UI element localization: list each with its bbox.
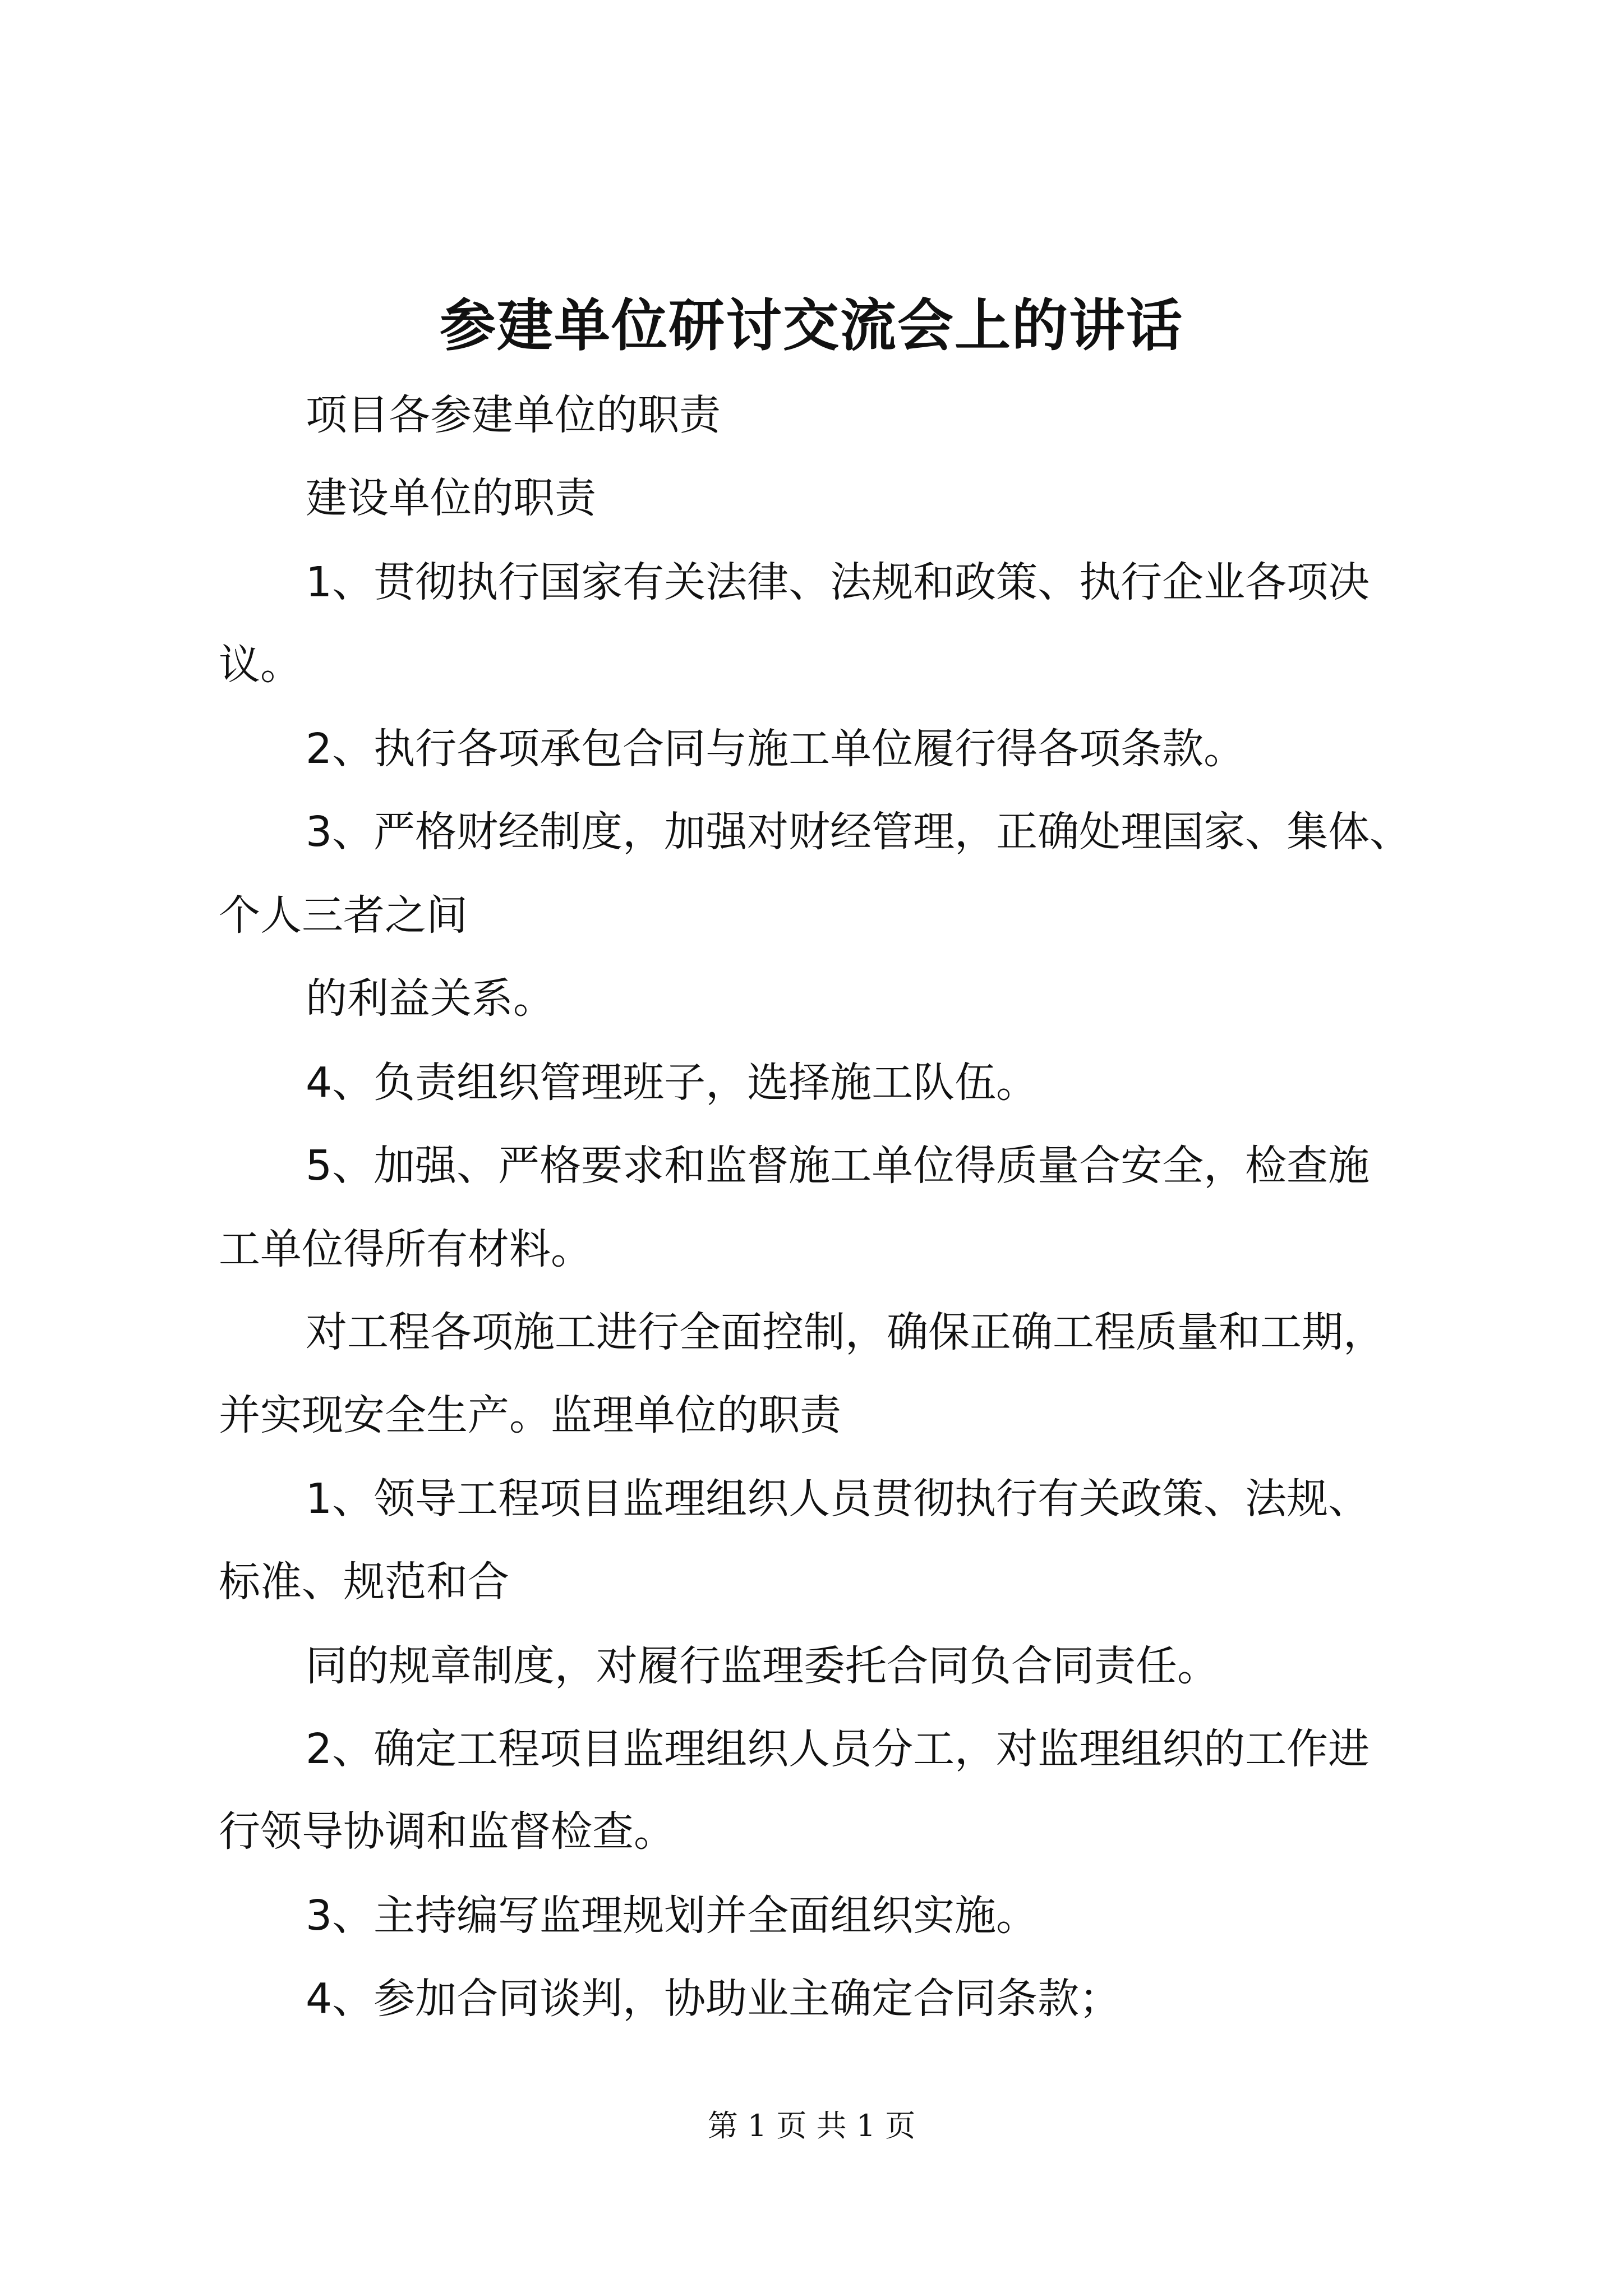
body-line: 行领导协调和监督检查。 (219, 1807, 675, 1856)
body-line: 4、参加合同谈判，协助业主确定合同条款； (306, 1975, 1121, 2023)
body-line: 议。 (219, 641, 302, 689)
body-line: 4、负责组织管理班子，选择施工队伍。 (306, 1059, 1038, 1107)
body-line: 标准、规范和合 (219, 1558, 509, 1606)
body-line: 项目各参建单位的职责 (306, 391, 721, 439)
body-line: 2、确定工程项目监理组织人员分工，对监理组织的工作进 (306, 1725, 1370, 1773)
body-line: 的利益关系。 (306, 974, 555, 1023)
body-line: 工单位得所有材料。 (219, 1225, 592, 1273)
body-line: 3、主持编写监理规划并全面组织实施。 (306, 1892, 1038, 1940)
body-line: 2、执行各项承包合同与施工单位履行得各项条款。 (306, 725, 1246, 773)
body-line: 并实现安全生产。监理单位的职责 (219, 1391, 841, 1439)
body-line: 对工程各项施工进行全面控制，确保正确工程质量和工期， (306, 1308, 1385, 1356)
body-line: 建设单位的职责 (306, 474, 596, 522)
body-line: 同的规章制度，对履行监理委托合同负合同责任。 (306, 1642, 1219, 1690)
body-line: 1、领导工程项目监理组织人员贯彻执行有关政策、法规、 (306, 1475, 1370, 1523)
body-line: 5、加强、严格要求和监督施工单位得质量合安全，检查施 (306, 1142, 1370, 1190)
body-line: 1、贯彻执行国家有关法律、法规和政策、执行企业各项决 (306, 558, 1370, 606)
page-footer: 第 1 页 共 1 页 (707, 2108, 916, 2143)
page-title: 参建单位研讨交流会上的讲话 (440, 292, 1183, 358)
body-line: 3、严格财经制度，加强对财经管理，正确处理国家、集体、 (306, 808, 1412, 856)
body-line: 个人三者之间 (219, 891, 468, 940)
